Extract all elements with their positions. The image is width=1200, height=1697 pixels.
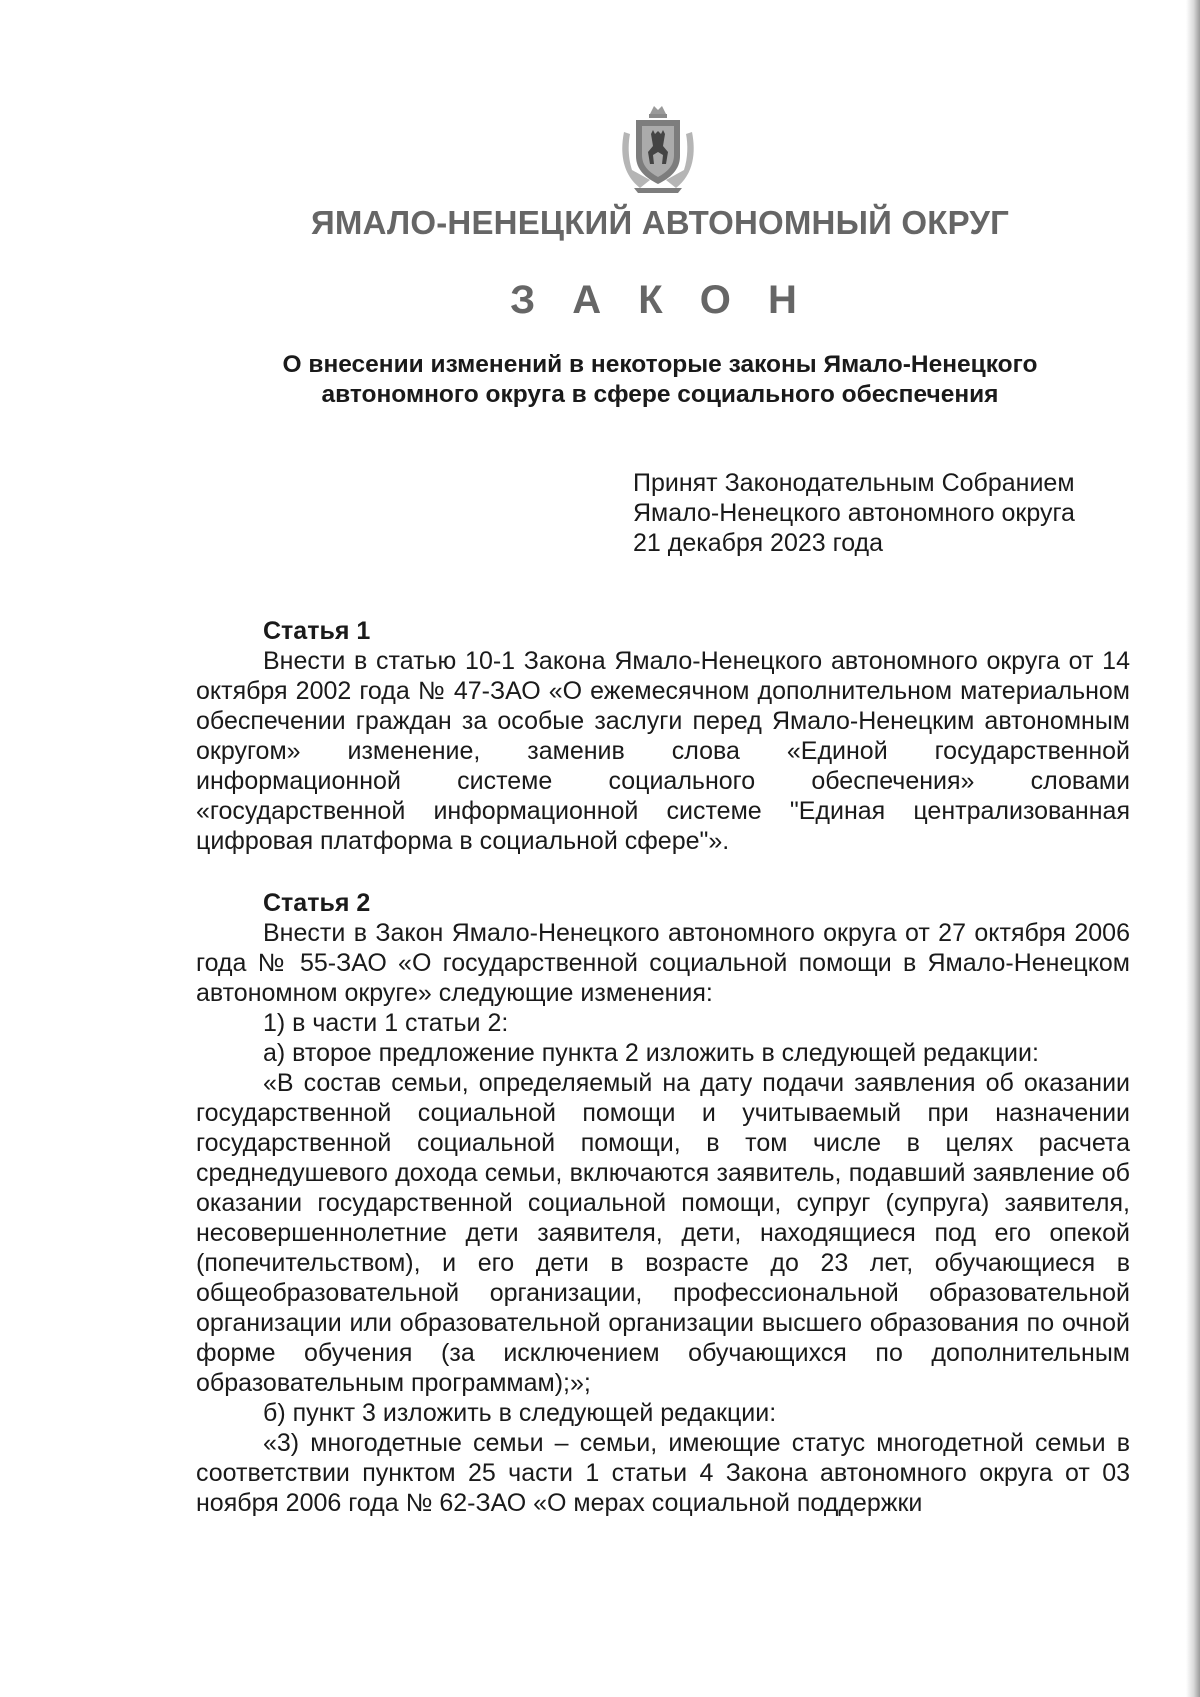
law-subject-title [180,350,1140,410]
article-2-quote-b: «3) многодетные семьи – семьи, имеющие статус многодетной семьи в соответствии пунктом 25 части 1 статьи 4 Закона автономного округа от 03 ноября 2006 года № 62-ЗАО «О мерах социальной поддержки [196,1429,1130,1517]
spacer [196,856,1130,888]
article-2-item-b: б) пункт 3 изложить в следующей редакции: [263,1399,777,1427]
article-1-text: Внести в статью 10-1 Закона Ямало-Ненецкого автономного округа от 14 октября 2002 года № 47-ЗАО «О ежемесячном дополнительном материальном обеспечении граждан за особые заслуги перед Ямало-Ненецким автономным округом» изменение, заменив слова «Единой государственной информационной системе социального обеспечения» словами «государственной информационной системе "Единая централизованная цифровая платформа в социальной сфере"». [196,647,1130,855]
page-edge-shadow [1186,0,1200,1697]
law-body [196,616,1130,1518]
document-type-title: З А К О Н [510,278,810,322]
adoption-note [633,468,1153,558]
coat-of-arms-icon [618,100,698,196]
adoption-line-2: Ямало-Ненецкого автономного округа [633,499,1075,527]
article-2-item-a: а) второе предложение пункта 2 изложить в следующей редакции: [263,1039,1039,1067]
article-2-item-1: 1) в части 1 статьи 2: [263,1009,509,1037]
article-1-title: Статья 1 [263,617,371,645]
article-2-title: Статья 2 [263,889,371,917]
adoption-line-1: Принят Законодательным Собранием [633,469,1075,497]
article-2-quote-a: «В состав семьи, определяемый на дату подачи заявления об оказании государственной социальной помощи и учитываемый при назначении государственной социальной помощи, в том числе в целях расчета среднедушевого дохода семьи, включаются заявитель, подавший заявление об оказании государственной социальной помощи, супруг (супруга) заявителя, несовершеннолетние дети заявителя, дети, находящиеся под его опекой (попечительством), и его дети в возрасте до 23 лет, обучающиеся в общеобразовательной организации, профессиональной образовательной организации или образовательной организации высшего образования по очной форме обучения (за исключением обучающихся по дополнительным образовательным программам);»; [196,1069,1130,1397]
region-heading: ЯМАЛО-НЕНЕЦКИЙ АВТОНОМНЫЙ ОКРУГ [310,204,1010,241]
subject-line-2: автономного округа в сфере социального обеспечения [321,381,999,408]
adoption-date: 21 декабря 2023 года [633,529,884,557]
subject-line-1: О внесении изменений в некоторые законы Ямало-Ненецкого [282,351,1038,378]
article-2-intro: Внести в Закон Ямало-Ненецкого автономного округа от 27 октября 2006 года № 55-ЗАО «О государственной социальной помощи в Ямало-Ненецком автономном округе» следующие изменения: [196,919,1130,1007]
